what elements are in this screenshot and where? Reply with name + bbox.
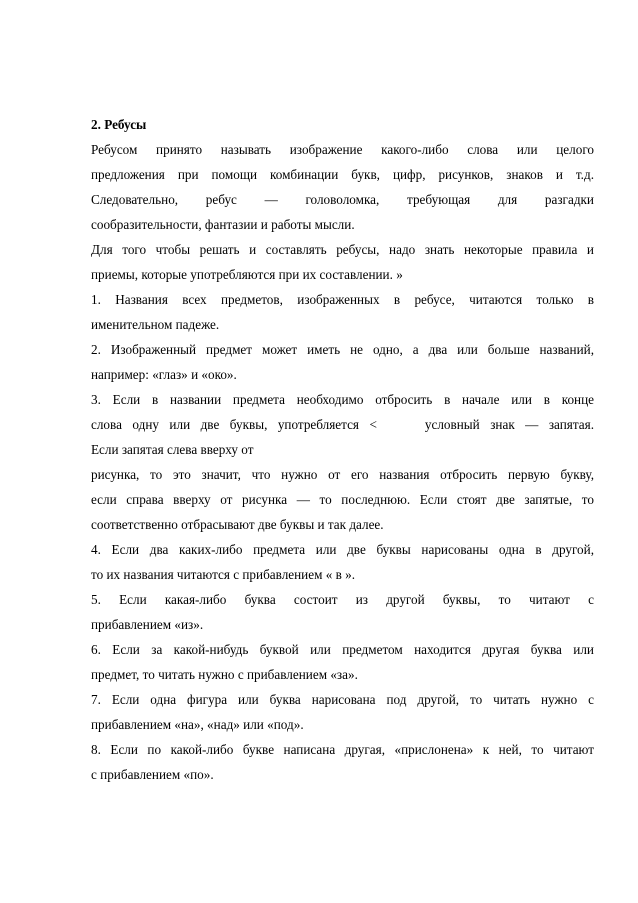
text-line: Если запятая слева вверху от: [91, 442, 254, 457]
text-line: с прибавлением «по».: [91, 767, 214, 782]
list-item-1: 1. Названия всех предметов, изображенных в ребусе, читаются только в: [91, 292, 594, 307]
text-fragment: условный знак — запятая.: [424, 417, 594, 432]
section-heading: 2. Ребусы: [91, 117, 147, 132]
text-line: прибавлением «из».: [91, 617, 204, 632]
list-item-5: 5. Если какая-либо буква состоит из другой буквы, то читают с: [91, 592, 594, 607]
list-item-7: 7. Если одна фигура или буква нарисована под другой, то читать нужно с: [91, 692, 594, 707]
text-line: рисунка, то это значит, что нужно от его названия отбросить первую букву,: [91, 467, 594, 482]
text-line: если справа вверху от рисунка — то последнюю. Если стоят две запятые, то: [91, 492, 594, 507]
document-body: [91, 112, 594, 787]
list-item-3: 3. Если в названии предмета необходимо отбросить в начале или в конце: [91, 392, 594, 407]
text-line: Ребусом принято называть изображение какого-либо слова или целого: [91, 142, 594, 157]
text-line: например: «глаз» и «око».: [91, 367, 237, 382]
text-line: именительном падеже.: [91, 317, 220, 332]
text-line: прибавлением «на», «над» или «под».: [91, 717, 304, 732]
text-line: [91, 412, 594, 437]
text-line: соответственно отбрасывают две буквы и так далее.: [91, 517, 384, 532]
list-item-2: 2. Изображенный предмет может иметь не одно, а два или больше названий,: [91, 342, 594, 357]
text-line: сообразительности, фантазии и работы мысли.: [91, 217, 355, 232]
text-fragment: слова одну или две буквы, употребляется <: [91, 417, 377, 432]
text-line: предложения при помощи комбинации букв, цифр, рисунков, знаков и т.д.: [91, 167, 594, 182]
list-item-6: 6. Если за какой-нибудь буквой или предметом находится другая буква или: [91, 642, 594, 657]
text-line: Для того чтобы решать и составлять ребусы, надо знать некоторые правила и: [91, 242, 594, 257]
list-item-8: 8. Если по какой-либо букве написана другая, «прислонена» к ней, то читают: [91, 742, 594, 757]
text-line: приемы, которые употребляются при их составлении. »: [91, 267, 403, 282]
text-line: Следовательно, ребус — головоломка, требующая для разгадки: [91, 192, 594, 207]
text-line: предмет, то читать нужно с прибавлением «за».: [91, 667, 358, 682]
text-line: то их названия читаются с прибавлением « в ».: [91, 567, 356, 582]
list-item-4: 4. Если два каких-либо предмета или две буквы нарисованы одна в другой,: [91, 542, 594, 557]
